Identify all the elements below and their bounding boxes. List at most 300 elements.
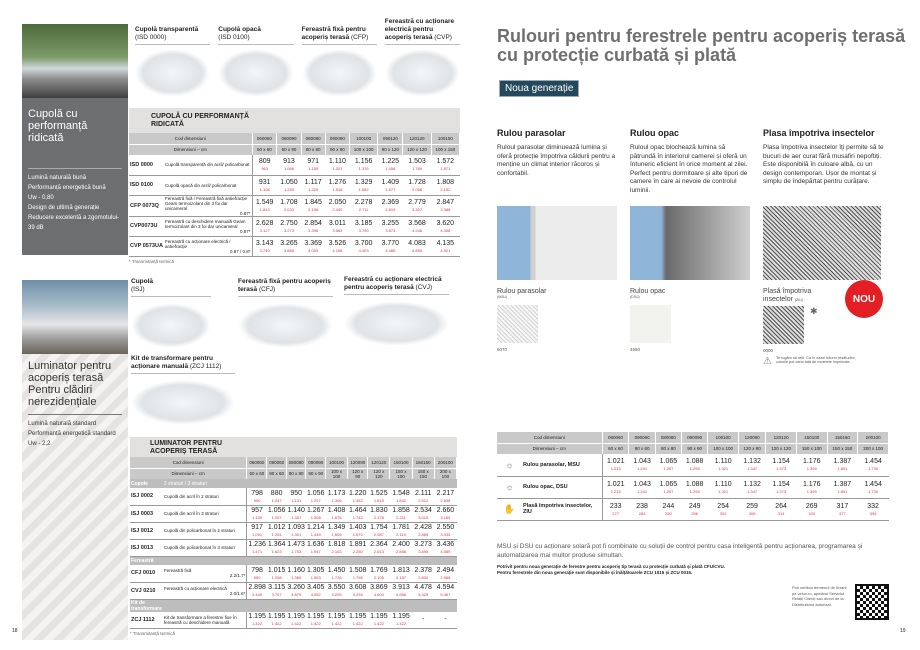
price-with-vat: 3.449 (252, 592, 263, 597)
insect-icon: ✱ (810, 306, 818, 316)
price: 3.700 (354, 239, 373, 247)
product-name: Cupolă (131, 278, 154, 285)
section-label: Cupole (130, 479, 163, 488)
code-label: Cod dimensiuni (130, 457, 247, 468)
price-with-vat: 1.422 (396, 621, 407, 627)
skylight-photo (22, 280, 128, 354)
price-with-vat: 1.422 (310, 621, 321, 627)
price-cell (766, 476, 797, 498)
product-code: CFP 0073Q (129, 195, 164, 216)
price-with-vat: 1.301 (291, 532, 302, 537)
u-value: 0.87 / 0.8* (229, 248, 251, 254)
product-name: Kit de transformare pentru acționare manuală (131, 355, 213, 370)
price-with-vat: 1.376 (358, 166, 369, 172)
product-code: (CFP) (351, 34, 369, 41)
product-column-ziu (763, 128, 893, 367)
price-cell (431, 175, 459, 195)
price: 244 (662, 502, 675, 510)
price-with-vat: 2.813 (373, 549, 384, 554)
price-cell (306, 582, 326, 599)
price-with-vat: 3.895 (418, 549, 429, 554)
product-card (135, 26, 210, 97)
size-dims: 150 x 150 (412, 468, 434, 479)
size-dims: 100 x 150 (431, 144, 459, 155)
qr-text: Poți verifica termenul de livrare pe velux.ro, apelând Serviciul Relații Clienți sau direct de la Distribuitorul autorizat. (792, 585, 847, 607)
price-with-vat: 5.329 (418, 592, 429, 597)
price-with-vat: 4.196 (332, 247, 343, 253)
price: 1.110 (714, 458, 732, 466)
price: 317 (836, 502, 849, 510)
price-cell (247, 488, 267, 505)
price: 1.043 (633, 458, 651, 466)
price-with-vat: 1.347 (747, 466, 758, 472)
price-cell (827, 498, 858, 520)
price-cell (277, 155, 301, 175)
price-cell (858, 498, 889, 520)
price: 1.754 (370, 524, 388, 531)
feature: Uw - 0,80 (28, 195, 54, 201)
size-code: 080080 (301, 133, 325, 144)
price: - (422, 615, 425, 623)
price-cell (434, 539, 456, 556)
swatch-code: 5070 (497, 347, 508, 352)
skylight-photo (22, 24, 128, 98)
price-cell (368, 522, 390, 539)
price-cell (306, 505, 326, 522)
blind-photo (630, 206, 750, 280)
price-with-vat: 320 (808, 510, 816, 516)
row-label: Rulou opac, DSU (522, 476, 602, 498)
price-cell (434, 582, 456, 599)
size-code: 150100 (796, 432, 827, 443)
header-row-dims (129, 144, 460, 155)
price-with-vat: 1.815 (373, 497, 384, 503)
price-cell (286, 612, 306, 629)
table-row (129, 155, 460, 175)
price-cell (348, 522, 368, 539)
price: 1.021 (606, 480, 625, 488)
size-code: 120120 (766, 432, 797, 443)
product-desc (164, 175, 252, 195)
header-row-codes (497, 432, 889, 443)
swatch-code: 4550 (630, 347, 641, 352)
desc-text: Cupolă din policarbonat în 2 straturi (163, 528, 235, 533)
price-cell (325, 505, 347, 522)
price: 1.110 (328, 158, 346, 166)
price: 1.508 (348, 566, 367, 574)
table-row (130, 488, 457, 505)
price-cell (350, 216, 378, 236)
price: 1.572 (436, 158, 455, 166)
price-cell (431, 216, 459, 236)
size-code: 060090 (277, 133, 301, 144)
price-cell (796, 498, 827, 520)
price: 2.400 (392, 541, 410, 548)
product-code: ISD 0000 (129, 155, 164, 175)
caption: Rulou opac (630, 288, 666, 295)
price: 1.769 (370, 566, 388, 574)
price: 4.594 (436, 584, 455, 591)
price: 1.454 (864, 458, 882, 466)
price-with-vat: 4.246 (412, 227, 423, 233)
price-with-vat: 2.711 (358, 207, 369, 212)
price-cell (378, 175, 403, 195)
product-image (238, 303, 333, 348)
price-with-vat: 1.396 (331, 497, 342, 503)
price-cell (247, 522, 267, 539)
section-title: Cupolă cu performanță ridicată (28, 108, 88, 144)
size-dims: 60 x 90 (277, 144, 301, 155)
price-cell (267, 488, 287, 505)
price: 238 (636, 502, 648, 510)
price-cell (434, 488, 456, 505)
table-row (130, 612, 457, 629)
feature: Uw - 2,2 (28, 441, 51, 447)
size-dims: 100 x 100 (350, 144, 378, 155)
price: 1.173 (327, 489, 346, 497)
price-cell (378, 216, 403, 236)
price-with-vat: 2.889 (418, 532, 429, 537)
price-with-vat: 1.108 (259, 186, 270, 192)
price-cell (390, 582, 412, 599)
price-with-vat: 3.035 (440, 532, 451, 537)
price-with-vat: 4.859 (412, 247, 423, 253)
price-cell (390, 565, 412, 582)
product-card (385, 18, 460, 97)
size-dims: 100 x 100 (708, 443, 739, 454)
price-with-vat: 1.623 (271, 549, 282, 554)
section-panel-high-performance (22, 98, 128, 255)
section-sub (163, 556, 457, 565)
code-label: Cod dimensiuni (129, 133, 252, 144)
price-with-vat: 1.155 (308, 166, 319, 172)
price: 1.160 (287, 566, 305, 574)
product-desc (164, 236, 252, 256)
price: 1.349 (327, 524, 346, 531)
product-code: CVP 0573UA (129, 236, 164, 256)
color-note: Te rugăm să reții: Ca în cazul tuturor țesăturilor, culorile pot varia față de mostrele imprimate. (775, 356, 856, 364)
compatibility-note (497, 564, 877, 576)
product-desc (164, 155, 252, 175)
price: 1.176 (802, 458, 821, 466)
price-cell (277, 195, 301, 216)
caption: Rulou parasolar (497, 288, 547, 295)
price-cell (325, 565, 347, 582)
column-text: Plasa împotriva insectelor îți permite să te bucuri de aer curat fără musafiri nepoftiți. Este disponibilă în culoare albă, cu un design contemporan. Ușor de montat și simplu de îndepărtat pentru curățare. (763, 144, 884, 185)
price: 1.708 (280, 199, 298, 206)
desc-text: Kit de transformare a ferestrei fixe în fereastră cu deschidere manuală (163, 614, 237, 625)
product-name: Fereastră fixă pentru acoperiș terasă (238, 278, 331, 293)
price-cell (306, 612, 326, 629)
price-cell (368, 582, 390, 599)
price: 2.364 (370, 541, 388, 548)
price-cell (306, 565, 326, 582)
size-code: 150150 (412, 457, 434, 468)
size-code: 080080 (655, 432, 681, 443)
column-heading: Plasa împotriva insectelor (763, 128, 875, 138)
price: 1.117 (304, 178, 322, 186)
product-code: CFJ 0010 (130, 565, 163, 582)
section-sub: 2 straturi / 3 straturi (163, 479, 457, 488)
price-cell (277, 175, 301, 195)
price-cell (306, 539, 326, 556)
size-dims: 150 x 100 (390, 468, 412, 479)
price-cell (434, 612, 456, 629)
size-code: 060060 (252, 133, 277, 144)
table-row (130, 522, 457, 539)
price-with-vat: 1.321 (718, 466, 729, 472)
price-with-vat: 4.403 (358, 247, 369, 253)
price: 1.728 (408, 178, 426, 186)
price: 1.636 (306, 541, 325, 548)
price-with-vat: 2.440 (332, 207, 343, 212)
price-cell (301, 216, 325, 236)
size-dims: 90 x 90 (306, 468, 326, 479)
price-with-vat: 1.651 (837, 466, 848, 472)
product-headers (135, 18, 460, 97)
size-dims: 200 x 100 (434, 468, 456, 479)
size-code: 200100 (858, 432, 889, 443)
price: 809 (258, 158, 271, 166)
price-with-vat: 1.726 (331, 574, 342, 580)
price-cell (301, 155, 325, 175)
price-cell (708, 454, 739, 476)
product-code: ISJ 0003 (130, 505, 163, 522)
price-with-vat: 1.422 (373, 621, 384, 627)
product-desc (163, 565, 247, 582)
desc-text: Fereastră fixă / Fereastră fixă antiefracție Geam termoizolant din 3 foi dar unicameral (165, 195, 248, 211)
price: 1.387 (833, 480, 852, 488)
page-title: Rulouri pentru ferestrele pentru acoperiș terasă cu protecție curbată și plată (497, 26, 906, 65)
price: 3.369 (304, 239, 322, 247)
price-with-vat: 963 (261, 166, 269, 172)
table-row (129, 195, 460, 216)
price-cell (348, 505, 368, 522)
price-cell (306, 522, 326, 539)
price-cell (708, 476, 739, 498)
price: 1.329 (354, 178, 373, 186)
product-desc (163, 612, 247, 629)
price: 1.781 (392, 524, 410, 531)
price-with-vat: 1.357 (291, 515, 302, 520)
price: 4.135 (436, 239, 455, 247)
price: 1.195 (267, 613, 286, 621)
price-with-vat: 1.742 (352, 515, 363, 520)
price-cell (655, 454, 681, 476)
price-with-vat: 1.605 (331, 532, 342, 537)
price: 1.267 (306, 507, 325, 514)
price: 1.225 (381, 158, 400, 166)
price: 880 (270, 489, 283, 497)
price-cell (602, 476, 629, 498)
size-dims: 200 x 100 (858, 443, 889, 454)
price: 1.050 (280, 178, 298, 186)
product-code: ZCJ 1112 (130, 612, 163, 629)
price: 1.176 (802, 480, 821, 488)
product-code: (ZCJ 1112) (189, 363, 222, 370)
price: 1.305 (306, 566, 325, 574)
product-card (131, 278, 211, 348)
price-with-vat: 1.670 (352, 532, 363, 537)
dim-label: Dimensiuni – cm (130, 468, 247, 479)
price: 1.088 (685, 458, 704, 466)
price-cell (682, 498, 708, 520)
table-title: LUMINATOR PENTRU ACOPERIȘ TERASĂ (150, 440, 223, 455)
price-with-vat: 1.458 (385, 166, 396, 172)
price: 1.525 (370, 489, 388, 497)
product-code: (ISD 0000) (135, 34, 167, 41)
price-with-vat: 3.307 (412, 207, 423, 212)
product-code: ISD 0100 (129, 175, 164, 195)
price: 1.450 (327, 566, 346, 574)
price: 1.093 (287, 524, 305, 531)
price-with-vat: 1.215 (610, 466, 621, 472)
price: 2.278 (354, 199, 373, 206)
price-cell (325, 522, 347, 539)
price-with-vat: 1.842 (396, 497, 407, 503)
header-row-codes (130, 457, 457, 468)
price: 1.454 (864, 480, 882, 488)
price: 3.770 (381, 239, 400, 247)
code-label: Cod dimensiuni (497, 432, 602, 443)
price-cell (412, 565, 434, 582)
u-value: 2.2/1.7* (229, 573, 246, 579)
warning-icon: ⚠ (763, 356, 772, 367)
product-column-dsu (630, 128, 750, 367)
table-row (129, 175, 460, 195)
price: 1.088 (685, 480, 704, 488)
product-image (344, 301, 449, 346)
product-code: (CVP) (434, 34, 452, 41)
sun-icon: ☼ (497, 476, 522, 498)
price: 798 (251, 566, 263, 574)
price-cell (412, 488, 434, 505)
price-with-vat: 1.380 (291, 574, 302, 580)
fabric-swatch (630, 305, 671, 343)
product-desc (164, 195, 252, 216)
section-panel-standard (22, 354, 128, 640)
price: 1.473 (287, 541, 305, 548)
row-label: Plasă împotriva insectelor, ZIU (522, 498, 602, 520)
price-cell (368, 565, 390, 582)
price: 2.428 (414, 524, 432, 531)
price-with-vat: 1.295 (689, 466, 700, 472)
dim-label: Dimensiuni – cm (129, 144, 252, 155)
price: 1.195 (327, 613, 346, 621)
price: 2.369 (381, 199, 400, 206)
price: 1.015 (267, 566, 286, 574)
price-cell (403, 155, 431, 175)
price-with-vat: 1.139 (252, 515, 263, 520)
price-with-vat: 1.871 (440, 166, 451, 172)
price-with-vat: 302 (719, 510, 727, 516)
price-with-vat: 2.638 (440, 497, 451, 503)
price: 971 (307, 158, 320, 166)
price-with-vat: 1.795 (352, 574, 363, 580)
price-with-vat: 1.399 (806, 488, 817, 494)
price-with-vat: 1.843 (259, 207, 270, 212)
size-code: 150150 (827, 432, 858, 443)
price-with-vat: 4.486 (385, 247, 396, 253)
price-cell (602, 498, 629, 520)
price: 2.898 (248, 584, 266, 591)
product-desc (163, 582, 247, 599)
u-value: 2.0/1.6* (229, 590, 246, 596)
price-cell (434, 565, 456, 582)
price-cell (629, 454, 655, 476)
price-cell (738, 498, 765, 520)
size-dims: 120 x 90 (738, 443, 765, 454)
price-cell (390, 488, 412, 505)
price-with-vat: 5.467 (440, 592, 451, 597)
price: 269 (805, 502, 818, 510)
price-with-vat: 1.373 (776, 466, 787, 472)
blind-photo (497, 206, 617, 280)
qr-code[interactable] (855, 584, 889, 620)
header-row-dims (497, 443, 889, 454)
table-title-bar (130, 437, 457, 457)
price: 2.378 (414, 566, 432, 574)
price-with-vat: 2.163 (331, 549, 342, 554)
price-with-vat: 1.452 (352, 497, 363, 503)
price-with-vat: 2.033 (283, 207, 294, 212)
price: 2.779 (408, 199, 426, 206)
product-image (135, 49, 210, 97)
price-with-vat: 4.294 (352, 592, 363, 597)
size-code: 060060 (602, 432, 629, 443)
price: 2.660 (436, 507, 455, 514)
table-row (130, 582, 457, 599)
price-cell (252, 155, 277, 175)
product-name: Fereastră fixă pentru acoperiș terasă (301, 26, 366, 41)
size-code: 090060 (267, 457, 287, 468)
swatch-code: 0000 (763, 348, 774, 353)
price: 259 (746, 502, 758, 510)
caption-code: (DSU) (630, 295, 640, 299)
price: 3.011 (328, 219, 346, 227)
price: - (444, 615, 447, 623)
price-with-vat: 283 (638, 510, 646, 516)
price: 1.408 (327, 507, 346, 514)
price: 1.132 (743, 458, 761, 466)
size-dims: 60 x 60 (602, 443, 629, 454)
header-row-dims (130, 468, 457, 479)
table-row (497, 476, 889, 498)
price: 2.750 (280, 219, 298, 227)
desc-text: Cupolă din acril în 2 straturi (163, 493, 219, 499)
price-with-vat: 2.056 (412, 186, 423, 192)
price-with-vat: 1.651 (837, 488, 848, 494)
price: 3.260 (287, 584, 305, 591)
price-with-vat: 1.091 (252, 532, 263, 537)
price-with-vat: 2.512 (418, 497, 429, 503)
size-dims: 90 x 60 (629, 443, 655, 454)
price-cell (682, 454, 708, 476)
size-dims: 150 x 100 (796, 443, 827, 454)
price-with-vat: 1.321 (718, 488, 729, 494)
price-cell (348, 582, 368, 599)
price: 1.503 (408, 158, 426, 166)
product-image (385, 49, 460, 97)
fabric-swatch (763, 306, 804, 344)
price-cell (431, 195, 459, 216)
size-code: 150100 (390, 457, 412, 468)
price-cell (390, 612, 412, 629)
price-with-vat: 3.583 (332, 227, 343, 233)
product-card (238, 278, 333, 348)
price: 4.478 (414, 584, 432, 591)
price-cell (350, 155, 378, 175)
